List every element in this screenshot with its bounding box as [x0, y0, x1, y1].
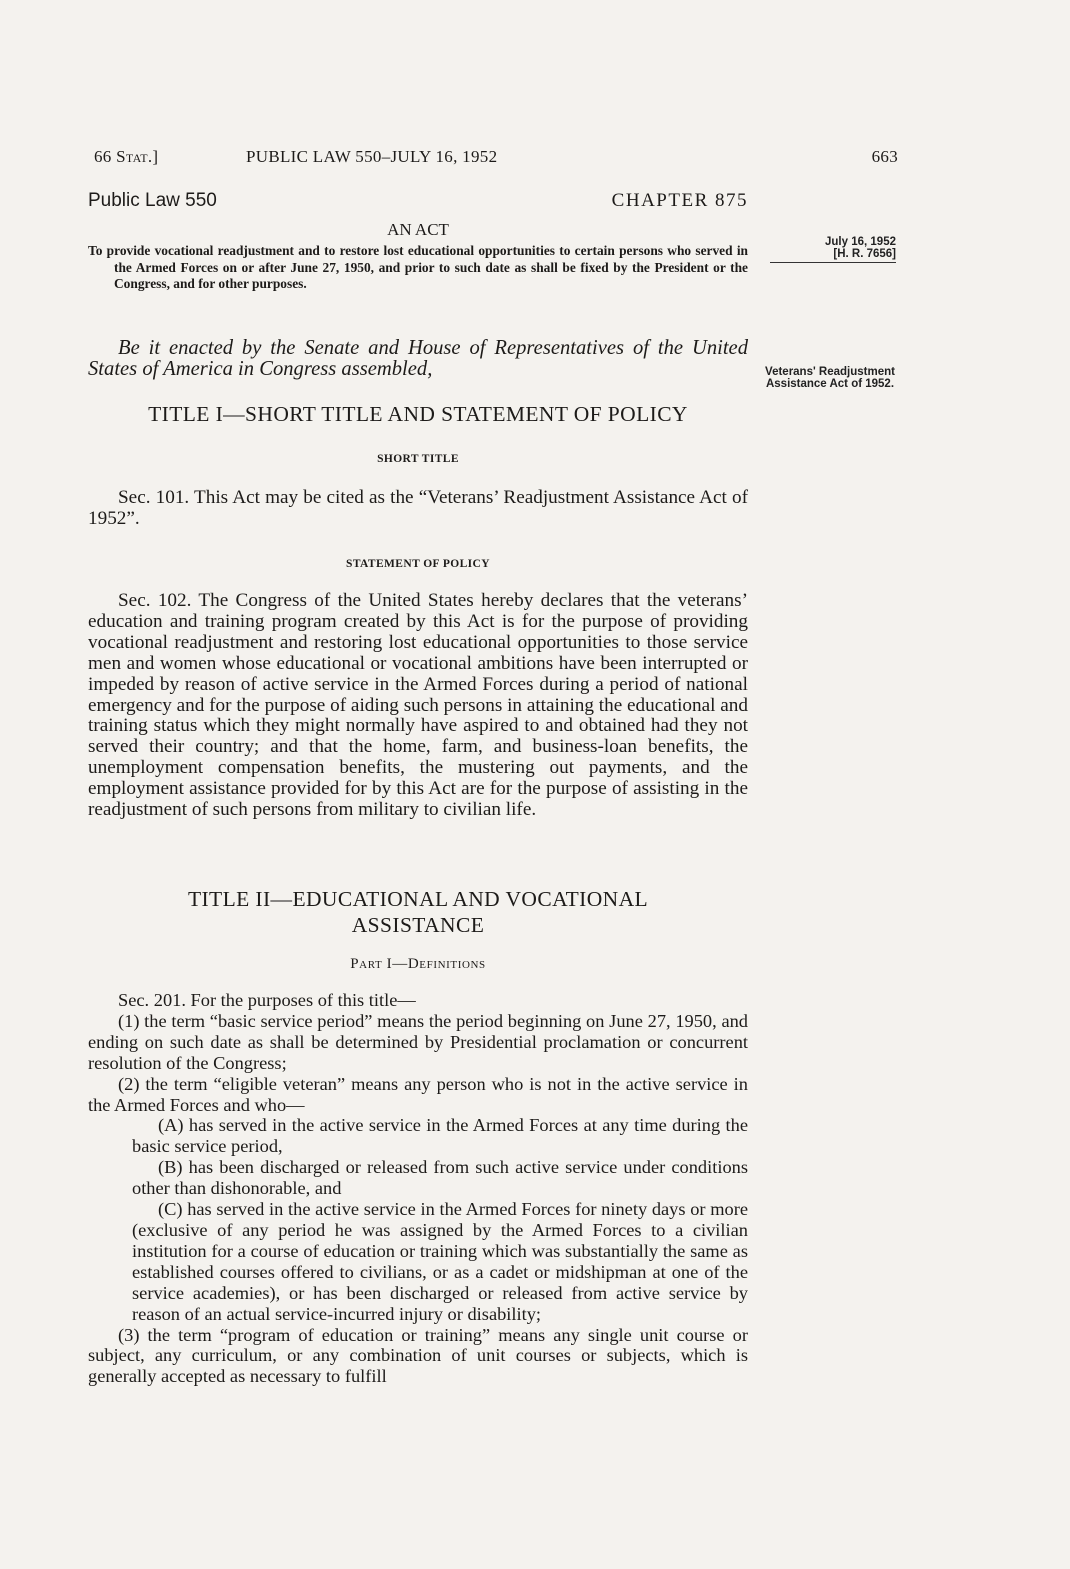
definition-2c: (C) has served in the active service in the Armed Forces for ninety days or more (exclusive of any period he was assigned by the Armed Forces to a civilian institution for a course of education or training which was substantially the same as established courses offered to civilians, or as a cadet or midshipman at one of the service academies), or has been discharged or released from active service by reason of an actual service-incurred injury or disability; [132, 1199, 748, 1324]
title-1-heading: TITLE I—SHORT TITLE AND STATEMENT OF POLICY [148, 402, 688, 426]
section-101-text: Sec. 101. This Act may be cited as the “Veterans’ Readjustment Assistance Act of 1952”. [88, 487, 748, 529]
section-201-intro: Sec. 201. For the purposes of this title— [118, 990, 416, 1010]
section-102 [88, 591, 748, 821]
short-title-heading: SHORT TITLE [377, 453, 459, 465]
definition-2a: (A) has served in the active service in the Armed Forces at any time during the basic service period, [132, 1115, 748, 1157]
margin-date: July 16, 1952 [825, 236, 896, 248]
law-date: PUBLIC LAW 550–JULY 16, 1952 [246, 147, 498, 166]
definition-2b: (B) has been discharged or released from such active service under conditions other than dishonorable, and [132, 1157, 748, 1199]
an-act-label: AN ACT [387, 220, 449, 239]
enacting-clause [88, 338, 748, 380]
definition-1: (1) the term “basic service period” means the period beginning on June 27, 1950, and ending on such date as shall be determined by Presidential proclamation or concurrent resolution of the Congress; [88, 1010, 748, 1073]
section-101 [88, 488, 748, 530]
public-law-number: Public Law 550 [88, 190, 217, 211]
enacting-clause-text: Be it enacted by the Senate and House of Representatives of the United States of America in Congress assembled, [88, 337, 748, 380]
title-2-heading-line1: TITLE II—EDUCATIONAL AND VOCATIONAL [187, 887, 649, 911]
definition-3: (3) the term “program of education or training” means any single unit course or subject, any curriculum, or any combination of unit courses or subjects, which is generally accepted as necessary to fulfill [88, 1324, 748, 1387]
margin-bill-number: [H. R. 7656] [833, 248, 896, 260]
law-heading [88, 190, 748, 216]
purpose-clause [88, 243, 748, 293]
volume-reference: 66 Stat.] [94, 147, 159, 166]
title-2-heading-line2: ASSISTANCE [351, 913, 485, 937]
margin-note-date [770, 236, 896, 263]
page-number: 663 [871, 147, 898, 166]
chapter-number: CHAPTER 875 [611, 190, 748, 211]
section-201 [88, 990, 748, 1387]
title-2-heading [88, 886, 748, 938]
definition-2: (2) the term “eligible veteran” means any person who is not in the active service in the Armed Forces and who— [88, 1073, 748, 1115]
statement-of-policy-heading: STATEMENT OF POLICY [346, 558, 490, 570]
part-1-heading: Part I—Definitions [350, 956, 486, 972]
section-102-text: Sec. 102. The Congress of the United States hereby declares that the veterans’ education and training program created by this Act is for the purpose of providing vocational readjustment and restoring lost educational opportunities to those service men and women whose educational or vocational ambitions have been interrupted or impeded by reason of active service in the Armed Forces during a period of national emergency and for the purpose of aiding such persons in attaining the educational and training status which they might normally have aspired to and obtained had they not served their country; and that the home, farm, and business-loan benefits, the unemployment compensation benefits, the mustering out payments, and the employment assistance provided for by this Act are for the purpose of assisting in the readjustment of such persons from military to civilian life. [88, 590, 748, 821]
purpose-text: To provide vocational readjustment and to restore lost educational opportunities to certain persons who served in the Armed Forces on or after June 27, 1950, and prior to such date as shall be fixed by the President or the Congress, and for other purposes. [88, 243, 748, 291]
margin-note-short-title: Veterans' Readjustment Assistance Act of 1952. [765, 366, 895, 390]
